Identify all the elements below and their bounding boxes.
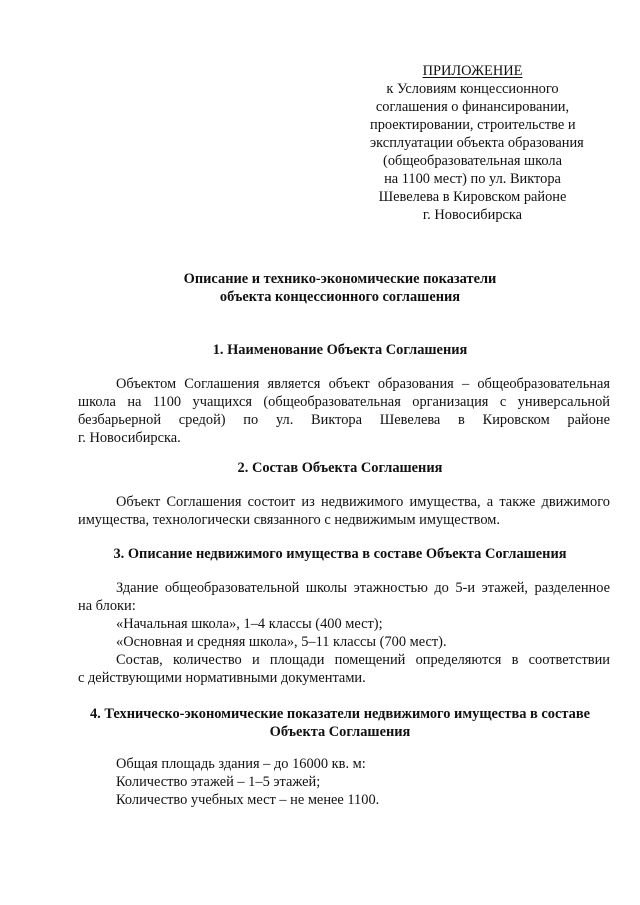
section-heading: 4. Техническо-экономические показатели недвижимого имущества в составе — [89, 706, 590, 722]
list-item: «Основная и средняя школа», 5–11 классы (700 мест). — [116, 634, 447, 650]
appendix-line: проектировании, строительстве и — [370, 117, 576, 133]
appendix-title: ПРИЛОЖЕНИЕ — [422, 63, 523, 79]
appendix-line: эксплуатации объекта образования — [370, 135, 584, 151]
section-1-body — [78, 375, 610, 447]
paragraph-line: Состав, количество и площади помещений определяются в соответствии — [116, 652, 610, 668]
document-title-line: объекта концессионного соглашения — [219, 289, 461, 305]
appendix-line: к Условиям концессионного — [386, 81, 559, 97]
section-heading: Объекта Соглашения — [269, 724, 411, 740]
section-heading: 2. Состав Объекта Соглашения — [237, 460, 443, 476]
section-4-heading — [70, 705, 610, 741]
document-title-line: Описание и технико-экономические показатели — [183, 271, 497, 287]
paragraph-line: имущества, технологически связанного с недвижимым имуществом. — [78, 512, 500, 528]
list-item: Общая площадь здания – до 16000 кв. м: — [116, 756, 366, 772]
appendix-header — [370, 62, 584, 224]
paragraph-line: Объект Соглашения состоит из недвижимого имущества, а также движимого — [116, 494, 610, 510]
appendix-line: на 1100 мест) по ул. Виктора — [384, 171, 561, 187]
section-2-heading — [70, 459, 610, 477]
section-1-heading — [70, 341, 610, 359]
section-3-heading — [70, 545, 610, 563]
list-item: «Начальная школа», 1–4 классы (400 мест); — [116, 616, 383, 632]
section-heading: 3. Описание недвижимого имущества в составе Объекта Соглашения — [113, 546, 567, 562]
appendix-line: (общеобразовательная школа — [383, 153, 562, 169]
paragraph-line: г. Новосибирска. — [78, 430, 181, 446]
section-heading: 1. Наименование Объекта Соглашения — [212, 342, 468, 358]
section-4-body — [78, 755, 610, 809]
appendix-line: г. Новосибирска — [422, 207, 523, 223]
appendix-line: Шевелева в Кировском районе — [378, 189, 567, 205]
list-item: Количество этажей – 1–5 этажей; — [116, 774, 321, 790]
section-3-body — [78, 579, 610, 687]
paragraph-line: Объектом Соглашения является объект образования – общеобразовательная — [116, 376, 610, 392]
list-item: Количество учебных мест – не менее 1100. — [116, 792, 380, 808]
paragraph-line: школа на 1100 учащихся (общеобразовательная организация с универсальной — [78, 394, 610, 410]
section-2-body — [78, 493, 610, 529]
document-title — [70, 270, 610, 306]
appendix-line: соглашения о финансировании, — [375, 99, 570, 115]
paragraph-line: с действующими нормативными документами. — [78, 670, 366, 686]
paragraph-line: Здание общеобразовательной школы этажностью до 5-и этажей, разделенное — [116, 580, 610, 596]
paragraph-line: безбарьерной средой) по ул. Виктора Шевелева в Кировском районе — [78, 412, 610, 428]
paragraph-line: на блоки: — [78, 598, 136, 614]
